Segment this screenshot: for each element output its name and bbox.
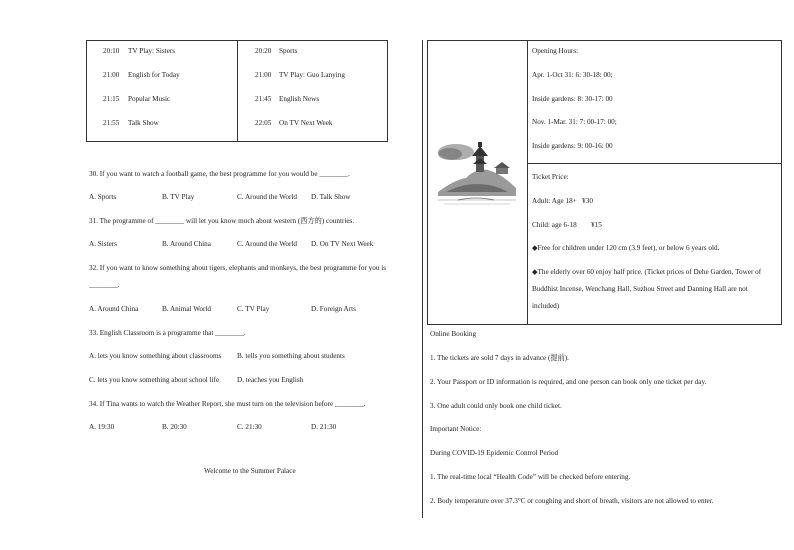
opening-hours-line-3: Nov. 1-Mar. 31: 7: 00-17: 00; [532, 118, 617, 126]
tv-left-time-4: 21:55 [103, 119, 120, 127]
info-table-row-rule [527, 163, 782, 164]
tv-left-program-1: TV Play: Sisters [128, 47, 175, 55]
column-separator [422, 40, 423, 518]
q33-option-b: B. tells you something about students [237, 352, 345, 360]
ticket-free-note: ◆Free for children under 120 cm (3.9 feet), or below 6 years old. [532, 244, 720, 252]
q31-option-c: C. Around the World [237, 240, 297, 248]
opening-hours-heading: Opening Hours: [532, 47, 579, 55]
question-33: 33. English Classroom is a programme that ________. [89, 329, 246, 337]
q33-option-d: D. teaches you English [237, 376, 304, 384]
info-table-divider [527, 40, 528, 325]
tv-right-time-4: 22:05 [255, 119, 272, 127]
q30-option-a: A. Sports [89, 193, 117, 201]
q34-option-c: C. 21:30 [237, 423, 262, 431]
ticket-price-child: Child: age 6-18 ¥15 [532, 221, 602, 229]
q31-option-b: B. Around China [162, 240, 211, 248]
question-32: 32. If you want to know something about tigers, elephants and monkeys, the best programme for you is [89, 264, 387, 272]
ticket-price-heading: Ticket Price: [532, 173, 569, 181]
q34-option-d: D. 21:30 [311, 423, 337, 431]
ticket-elderly-note-2: Buddhist Incense, Wenchang Hall, Suzhou Street and Danning Hall are not [532, 285, 748, 293]
notice-item-1: 1. The real-time local “Health Code” will be checked before entering. [430, 473, 631, 481]
tv-right-program-2: TV Play: Guo Lanying [279, 71, 345, 79]
q30-option-b: B. TV Play [162, 193, 195, 201]
q32-option-a: A. Around China [89, 305, 139, 313]
opening-hours-line-1: Apr. 1-Oct 31: 6: 30-18: 00; [532, 71, 613, 79]
online-booking-item-1: 1. The tickets are sold 7 days in advance (提前). [430, 354, 569, 362]
ticket-elderly-note-3: included) [532, 302, 560, 310]
tv-left-program-3: Popular Music [128, 95, 171, 103]
tv-right-time-1: 20:20 [255, 47, 272, 55]
tv-left-time-1: 20:10 [103, 47, 120, 55]
q33-option-a: A. lets you know something about classrooms [89, 352, 222, 360]
q34-option-b: B. 20:30 [162, 423, 187, 431]
question-34: 34. If Tina wants to watch the Weather Report, she must turn on the television before ________. [89, 400, 366, 408]
important-notice-heading: Important Notice: [430, 425, 482, 433]
summer-palace-illustration [436, 140, 518, 212]
tv-right-program-3: English News [279, 95, 320, 103]
tv-schedule-divider [237, 40, 238, 142]
opening-hours-line-2: Inside gardens: 8: 30-17: 00 [532, 95, 613, 103]
tv-left-program-4: Talk Show [128, 119, 159, 127]
tv-right-time-3: 21:45 [255, 95, 272, 103]
question-31: 31. The programme of ________ will let you know much about western (西方的) countries. [89, 217, 355, 225]
online-booking-heading: Online Booking [430, 330, 477, 338]
q32-option-c: C. TV Play [237, 305, 270, 313]
question-30: 30. If you want to watch a football game, the best programme for you would be ________. [89, 170, 350, 178]
tv-left-time-2: 21:00 [103, 71, 120, 79]
ticket-elderly-note: ◆The elderly over 60 enjoy half price. (Ticket prices of Dehe Garden, Tower of [532, 268, 762, 276]
q33-option-c: C. lets you know something about school life [89, 376, 220, 384]
q31-option-a: A. Sisters [89, 240, 117, 248]
online-booking-item-2: 2. Your Passport or ID information is required, and one person can book only one ticket per day. [430, 378, 707, 386]
q32-option-d: D. Foreign Arts [311, 305, 356, 313]
tv-left-program-2: English for Today [128, 71, 180, 79]
q32-option-b: B. Animal World [162, 305, 212, 313]
online-booking-item-3: 3. One adult could only book one child ticket. [430, 402, 562, 410]
tv-left-time-3: 21:15 [103, 95, 120, 103]
question-32-blank: ________. [89, 281, 120, 289]
notice-period: During COVID-19 Epidemic Control Period [430, 449, 559, 457]
q30-option-d: D. Talk Show [311, 193, 351, 201]
opening-hours-line-4: Inside gardens: 9: 00-16: 00 [532, 142, 613, 150]
q30-option-c: C. Around the World [237, 193, 297, 201]
ticket-price-adult: Adult: Age 18+ ¥30 [532, 197, 593, 205]
q34-option-a: A. 19:30 [89, 423, 115, 431]
tv-right-time-2: 21:00 [255, 71, 272, 79]
tv-right-program-1: Sports [279, 47, 298, 55]
notice-item-2: 2. Body temperature over 37.3°C or coughing and short of breath, visitors are not allowed to enter. [430, 497, 714, 505]
tv-right-program-4: On TV Next Week [279, 119, 333, 127]
summer-palace-title: Welcome to the Summer Palace [204, 467, 296, 475]
q31-option-d: D. On TV Next Week [311, 240, 374, 248]
